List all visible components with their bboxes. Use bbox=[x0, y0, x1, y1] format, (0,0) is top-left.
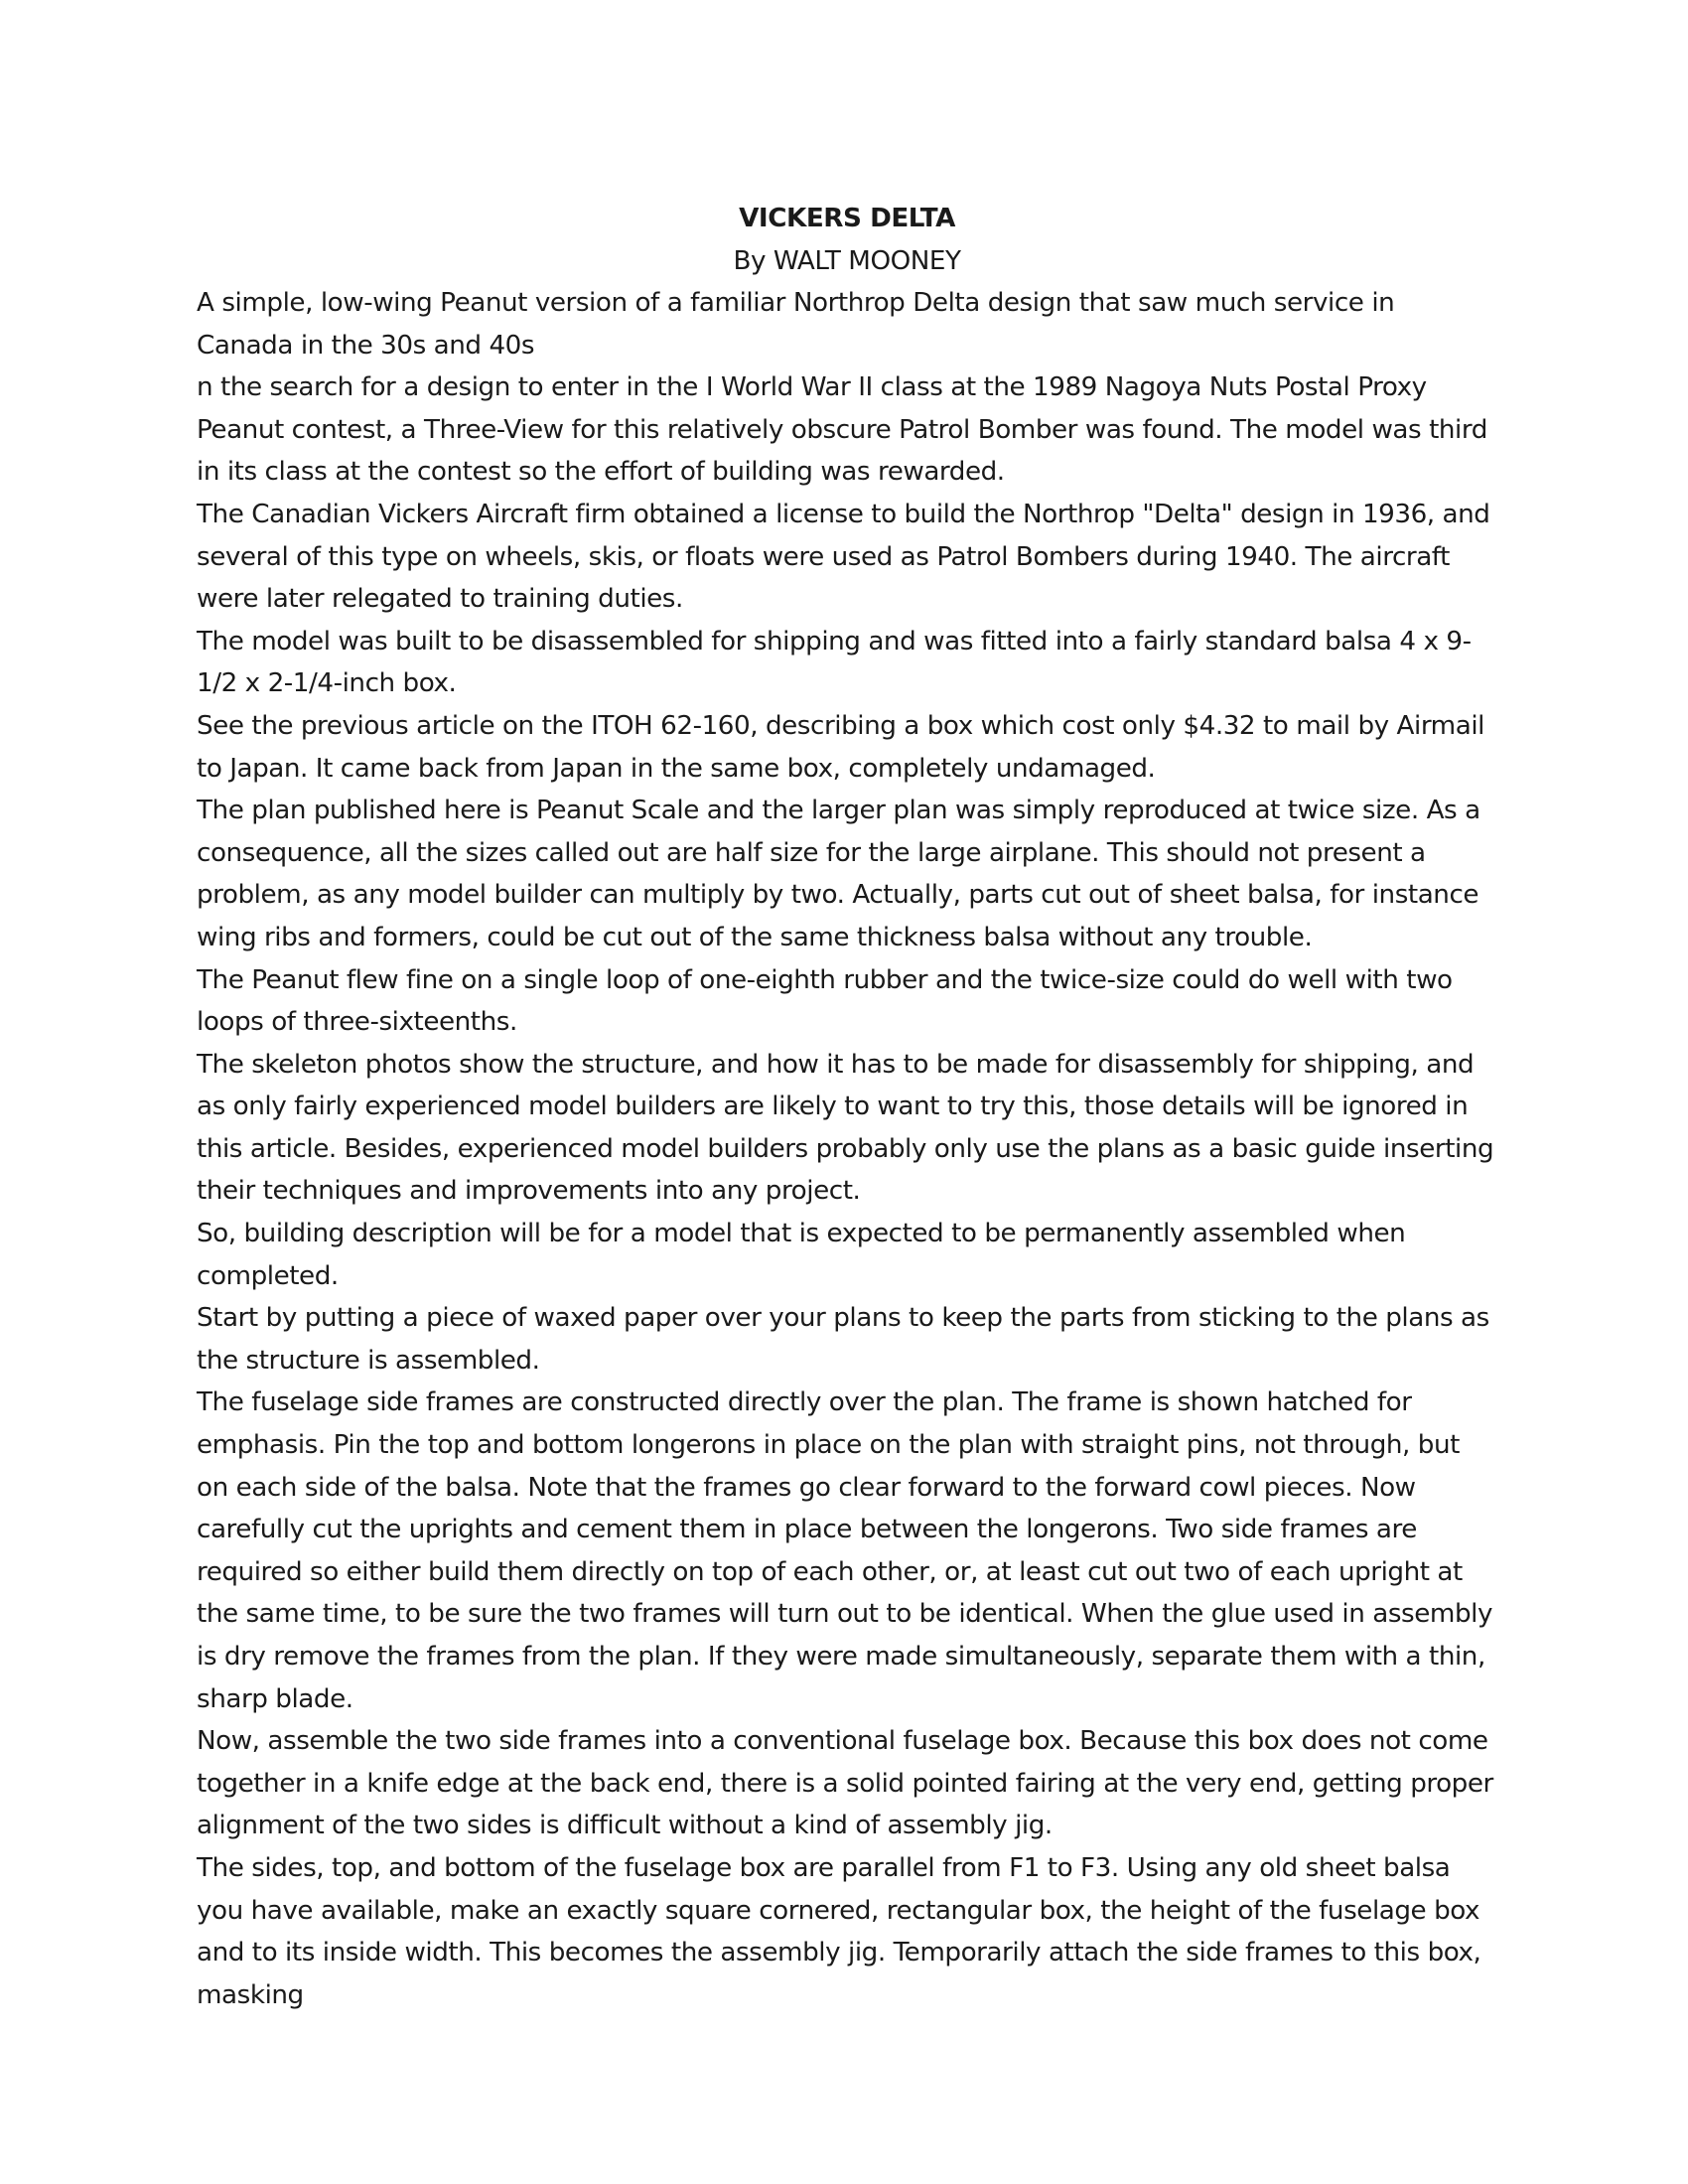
paragraph-shipping-box: The model was built to be disassembled for shipping and was fitted into a fairly standard balsa 4 x 9-1/2 x 2-1/4-inch box. bbox=[197, 626, 1472, 699]
document-body bbox=[197, 197, 1497, 2016]
paragraph-previous-article: See the previous article on the ITOH 62-160, describing a box which cost only $4.32 to mail by Airmail to Japan. It came back from Japan in the same box, completely undamaged. bbox=[197, 710, 1484, 784]
paragraph-history: The Canadian Vickers Aircraft firm obtained a license to build the Northrop "Delta" design in 1936, and several of this type on wheels, skis, or floats were used as Patrol Bombers during 1940. The aircraft were later relegated to training duties. bbox=[197, 499, 1490, 615]
paragraph-plan-scale: The plan published here is Peanut Scale and the larger plan was simply reproduced at twice size. As a consequence, all the sizes called out are half size for the large airplane. This should not present a problem, as any model builder can multiply by two. Actually, parts cut out of sheet balsa, for instance wing ribs and formers, could be cut out of the same thickness balsa without any trouble. bbox=[197, 796, 1480, 952]
paragraph-waxed-paper: Start by putting a piece of waxed paper over your plans to keep the parts from sticking to the plans as the structure is assembled. bbox=[197, 1303, 1489, 1376]
paragraph-assembly-jig: The sides, top, and bottom of the fuselage box are parallel from F1 to F3. Using any old sheet balsa you have available, make an exactly square cornered, rectangular box, the height of the fuselage box and to its inside width. This becomes the assembly jig. Temporarily attach the side frames to this box, masking bbox=[197, 1852, 1481, 2010]
paragraph-side-frames: The fuselage side frames are constructed directly over the plan. The frame is shown hatched for emphasis. Pin the top and bottom longerons in place on the plan with straight pins, not through, but on each side of the balsa. Note that the frames go clear forward to the forward cowl pieces. Now carefully cut the uprights and cement them in place between the longerons. Two side frames are required so either build them directly on top of each other, or, at least cut out two of each upright at the same time, to be sure the two frames will turn out to be identical. When the glue used in assembly is dry remove the frames from the plan. If they were made simultaneously, separate them with a thin, sharp blade. bbox=[197, 1387, 1493, 1714]
paragraph-rubber: The Peanut flew fine on a single loop of one-eighth rubber and the twice-size could do well with two loops of three-sixteenths. bbox=[197, 964, 1453, 1038]
article-title: VICKERS DELTA bbox=[739, 204, 955, 233]
paragraph-contest: n the search for a design to enter in the I World War II class at the 1989 Nagoya Nuts Postal Proxy Peanut contest, a Three-View for this relatively obscure Patrol Bomber was found. The model was third in its class at the contest so the effort of building was rewarded. bbox=[197, 372, 1487, 488]
paragraph-intro: A simple, low-wing Peanut version of a familiar Northrop Delta design that saw much service in Canada in the 30s and 40s bbox=[197, 288, 1395, 361]
article-byline: By WALT MOONEY bbox=[733, 246, 961, 276]
paragraph-building-description: So, building description will be for a model that is expected to be permanently assembled when completed. bbox=[197, 1219, 1406, 1291]
paragraph-fuselage-box: Now, assemble the two side frames into a conventional fuselage box. Because this box does not come together in a knife edge at the back end, there is a solid pointed fairing at the very end, getting proper alignment of the two sides is difficult without a kind of assembly jig. bbox=[197, 1726, 1493, 1841]
paragraph-skeleton-photos: The skeleton photos show the structure, and how it has to be made for disassembly for shipping, and as only fairly experienced model builders are likely to want to try this, those details will be ignored in this article. Besides, experienced model builders probably only use the plans as a basic guide inserting their techniques and improvements into any project. bbox=[197, 1049, 1494, 1207]
